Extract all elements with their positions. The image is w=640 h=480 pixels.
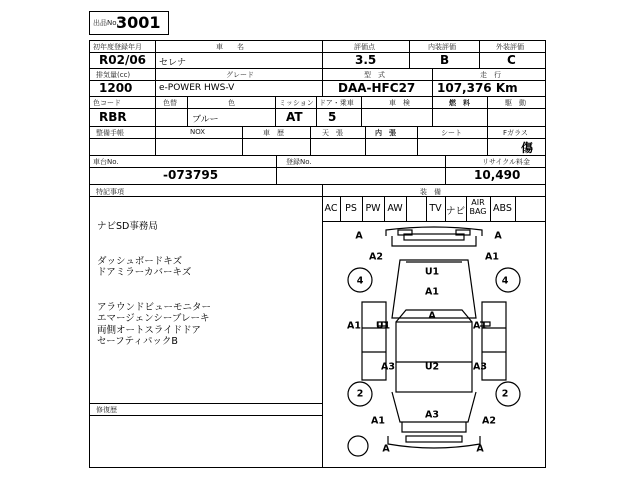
special-note-line: ダッシュボードキズ bbox=[97, 255, 183, 267]
nox-label: NOX bbox=[190, 128, 206, 136]
damage-mark: A bbox=[476, 443, 484, 455]
displacement-label: 排気量(cc) bbox=[96, 71, 131, 79]
damage-mark: A1 bbox=[473, 320, 487, 332]
damage-mark: A3 bbox=[381, 361, 395, 373]
reg-number-label: 登録No. bbox=[286, 158, 312, 166]
interior-score-label: 内装評価 bbox=[428, 43, 456, 51]
displacement-value: 1200 bbox=[99, 81, 133, 95]
car-name-value: セレナ bbox=[159, 58, 187, 68]
exterior-score-value: C bbox=[507, 53, 516, 67]
score-value: 3.5 bbox=[355, 53, 377, 67]
damage-mark: A bbox=[355, 230, 363, 242]
chassis-label: 車台No. bbox=[93, 158, 119, 166]
equipment-item: TV bbox=[429, 203, 442, 214]
damage-mark: 2 bbox=[356, 388, 364, 400]
damage-mark: A1 bbox=[425, 286, 439, 298]
damage-mark: A1 bbox=[347, 320, 361, 332]
damage-mark: A1 bbox=[371, 415, 385, 427]
mission-value: AT bbox=[286, 110, 303, 124]
damage-mark: 2 bbox=[501, 388, 509, 400]
front-glass-value: 傷 bbox=[521, 141, 534, 155]
doors-value: 5 bbox=[328, 110, 337, 124]
score-label: 評価点 bbox=[354, 43, 375, 51]
damage-mark: 4 bbox=[356, 275, 364, 287]
color-change-label: 色替 bbox=[163, 99, 177, 107]
grade-value: e-POWER HWS-V bbox=[159, 83, 235, 93]
ceiling-label: 天 張 bbox=[322, 129, 343, 137]
interior-score-value: B bbox=[440, 53, 450, 67]
equipment-item: AIR BAG bbox=[469, 198, 487, 216]
damage-mark: A bbox=[428, 310, 436, 322]
exterior-score-label: 外装評価 bbox=[496, 43, 524, 51]
grade-label: グレード bbox=[226, 71, 254, 79]
lot-label: 出品No. bbox=[93, 19, 119, 27]
fuel-label: 燃 料 bbox=[449, 99, 470, 107]
equipment-item: AW bbox=[387, 203, 403, 214]
damage-mark: A2 bbox=[482, 415, 496, 427]
special-note-line: ナビSD事務局 bbox=[97, 221, 158, 232]
equipment-item: ナビ bbox=[445, 206, 465, 217]
special-note-line: アラウンドビューモニター bbox=[97, 301, 212, 313]
mission-label: ミッション bbox=[279, 99, 314, 107]
equipment-label: 装 備 bbox=[420, 188, 441, 196]
reg-date-label: 初年度登録年月 bbox=[93, 43, 142, 51]
manual-label: 整備手帳 bbox=[96, 129, 124, 137]
damage-mark: A bbox=[494, 230, 502, 242]
special-note-line: エマージェンシーブレーキ bbox=[97, 313, 210, 324]
color-value: ブルー bbox=[192, 115, 219, 125]
special-notes-label: 特記事項 bbox=[96, 188, 124, 196]
damage-mark: A bbox=[382, 443, 390, 455]
damage-mark: U1 bbox=[424, 266, 440, 278]
car-name-label: 車 名 bbox=[216, 43, 244, 51]
equipment-item: PS bbox=[345, 203, 357, 214]
special-note-line: セーフティパックB bbox=[97, 336, 178, 347]
special-note-line: ドアミラーカバーキズ bbox=[97, 267, 192, 278]
color-label: 色 bbox=[228, 99, 235, 107]
front-glass-label: Fガラス bbox=[503, 129, 528, 137]
damage-mark: A1 bbox=[485, 251, 499, 263]
equipment-item: AC bbox=[324, 203, 338, 214]
damage-mark: U2 bbox=[424, 361, 440, 373]
car-damage-diagram bbox=[322, 222, 546, 468]
damage-mark: A3 bbox=[473, 361, 487, 373]
model-value: DAA-HFC27 bbox=[338, 81, 416, 95]
history-label: 車 歴 bbox=[263, 129, 284, 137]
doors-label: ドア・乗車 bbox=[319, 99, 354, 107]
damage-mark: 4 bbox=[501, 275, 509, 287]
lot-number: 3001 bbox=[116, 13, 161, 32]
damage-mark: A3 bbox=[425, 409, 439, 421]
equipment-item: PW bbox=[365, 203, 381, 214]
damage-mark: U1 bbox=[375, 320, 391, 332]
recycle-label: リサイクル料金 bbox=[482, 158, 531, 166]
recycle-value: 10,490 bbox=[474, 168, 521, 182]
interior-trim-label: 内 張 bbox=[375, 129, 396, 137]
damage-mark: A2 bbox=[369, 251, 383, 263]
shaken-label: 車 検 bbox=[389, 99, 410, 107]
mileage-value: 107,376 Km bbox=[437, 81, 518, 95]
equipment-item: ABS bbox=[493, 203, 512, 214]
chassis-value: -073795 bbox=[163, 168, 219, 182]
repair-history-label: 修復歴 bbox=[96, 406, 117, 414]
reg-date-value: R02/06 bbox=[99, 53, 147, 67]
color-code-label: 色コード bbox=[93, 99, 121, 107]
mileage-label: 走 行 bbox=[480, 71, 501, 79]
model-label: 型 式 bbox=[364, 71, 385, 79]
special-note-line: 両側オートスライドドア bbox=[97, 324, 201, 336]
color-code-value: RBR bbox=[99, 110, 127, 124]
drive-label: 駆 動 bbox=[505, 99, 526, 107]
seat-label: シート bbox=[441, 129, 462, 137]
